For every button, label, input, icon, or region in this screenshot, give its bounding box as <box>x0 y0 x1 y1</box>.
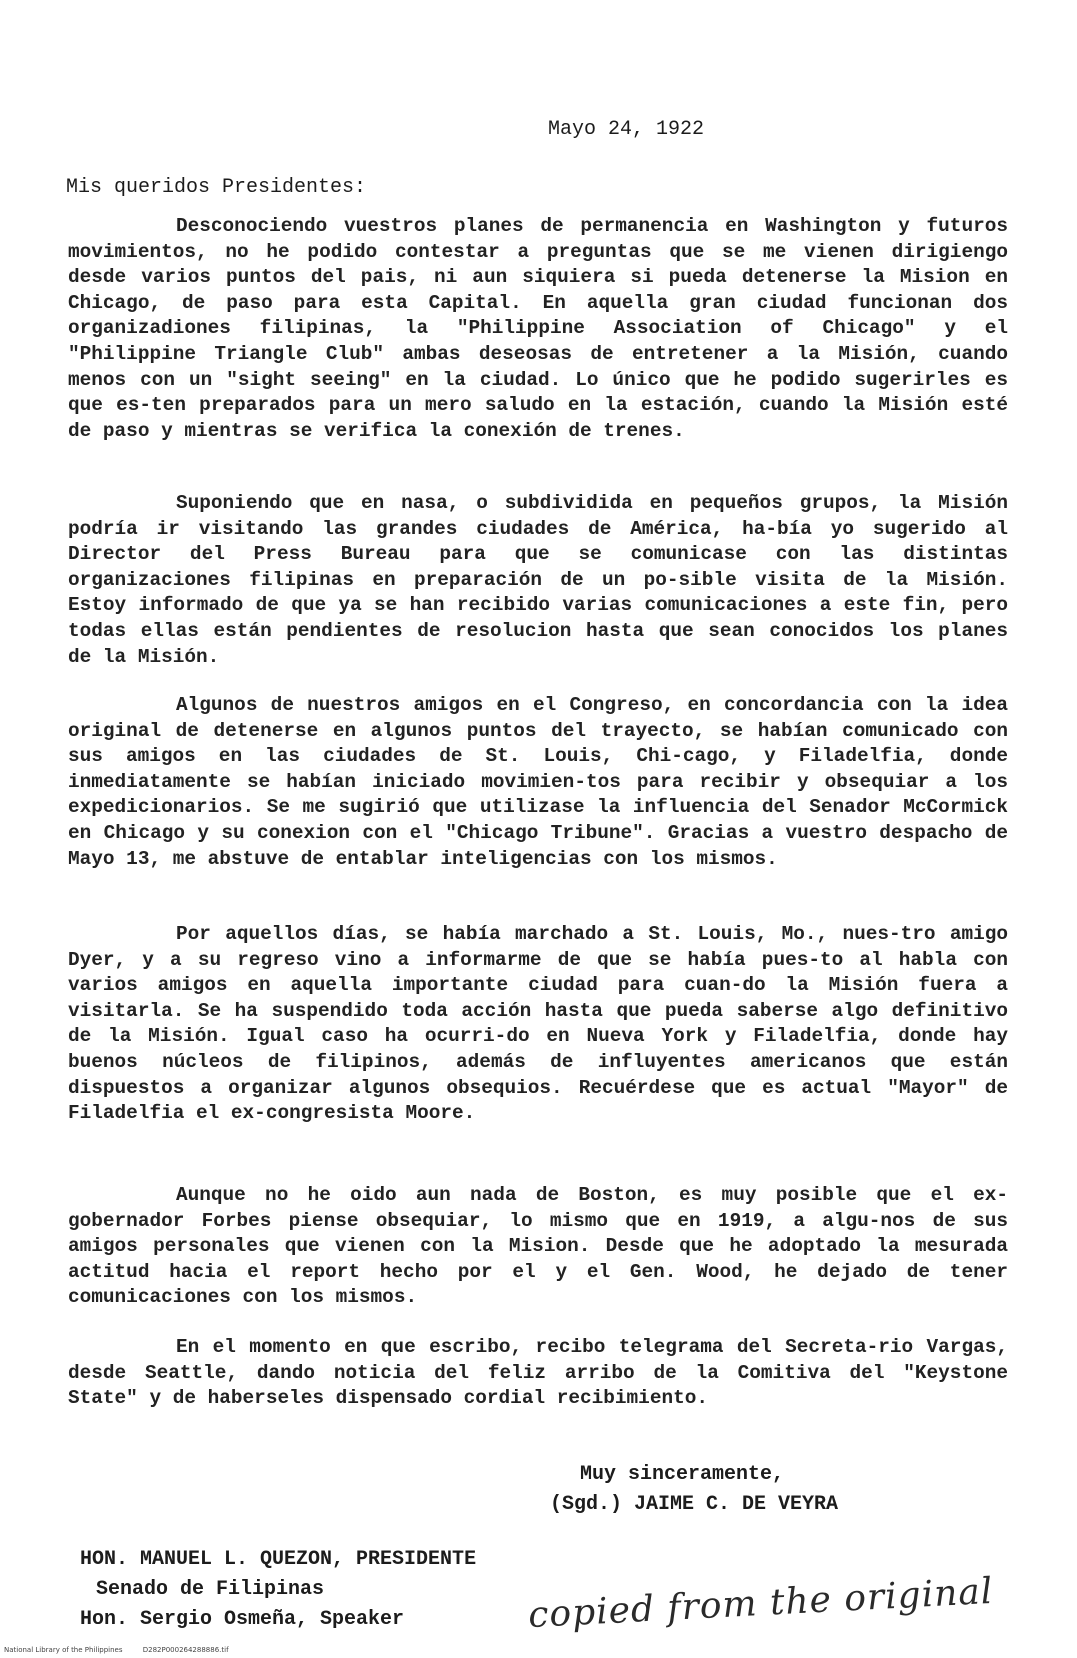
scan-footer <box>4 1646 247 1654</box>
paragraph-6: En el momento en que escribo, recibo telegrama del Secreta-rio Vargas, desde Seattle, dando noticia del feliz arribo de la Comitiva del "Keystone State" y de haberseles dispensado cordial recibimiento. <box>68 1336 1008 1410</box>
footer-library: National Library of the Philippines <box>4 1646 123 1654</box>
recipient-name: HON. MANUEL L. QUEZON, PRESIDENTE <box>80 1548 477 1571</box>
paragraph-4: Por aquellos días, se había marchado a St. Louis, Mo., nues-tro amigo Dyer, y a su regreso vino a informarme de que se había pues-to al habla con varios amigos en aquella importante ciudad para cuan-do la Misión fuera a visitarla. Se ha suspendido toda acción hasta que pueda saberse algo definitivo de la Misión. Igual caso ha ocurri-do en Nueva York y Filadelfia, donde hay buenos núcleos de filipinos, además de influyentes americanos que están dispuestos a organizar algunos obsequios. Recuérdese que es actual "Mayor" de Filadelfia el ex-congresista Moore. <box>68 923 1008 1125</box>
handwritten-note: copied from the original <box>527 1570 995 1637</box>
signature: (Sgd.) JAIME C. DE VEYRA <box>550 1493 839 1516</box>
paragraph-3: Algunos de nuestros amigos en el Congreso, en concordancia con la idea original de detenerse en algunos puntos del trayecto, se habían comunicado con sus amigos en las ciudades de St. Louis, Chi-cago, y Filadelfia, donde inmediatamente se habían iniciado movimien-tos para recibir y obsequiar a los expedicionarios. Se me sugirió que utilizase la influencia del Senador McCormick en Chicago y su conexion con el "Chicago Tribune". Gracias a vuestro despacho de Mayo 13, me abstuve de entablar inteligencias con los mismos. <box>68 694 1008 870</box>
recipient-speaker: Hon. Sergio Osmeña, Speaker <box>80 1608 405 1631</box>
paragraph-1: Desconociendo vuestros planes de permanencia en Washington y futuros movimientos, no he podido contestar a preguntas que se me vienen dirigiengo desde varios puntos del pais, ni aun siquiera si pueda detenerse la Mision en Chicago, de paso para esta Capital. En aquella gran ciudad funcionan dos organizadiones filipinas, la "Philippine Association of Chicago" y el "Philippine Triangle Club" ambas deseosas de entretener a la Misión, cuando menos con un "sight seeing" en la ciudad. Lo único que he podido sugerirles es que es-ten preparados para un mero saludo en la estación, cuando la Misión esté de paso y mientras se verifica la conexión de trenes. <box>68 215 1008 442</box>
salutation: Mis queridos Presidentes: <box>66 176 367 199</box>
closing: Muy sinceramente, <box>580 1463 785 1486</box>
paragraph-2: Suponiendo que en nasa, o subdividida en pequeños grupos, la Misión podría ir visitando las grandes ciudades de América, ha-bía yo sugerido al Director del Press Bureau para que se comunicase con las distintas organizaciones filipinas en preparación de un po-sible visita de la Misión. Estoy informado de que ya se han recibido varias comunicaciones a este fin, pero todas ellas están pendientes de resolucion hasta que sean conocidos los planes de la Misión. <box>68 492 1008 668</box>
paragraph-5: Aunque no he oido aun nada de Boston, es muy posible que el ex-gobernador Forbes piense obsequiar, lo mismo que en 1919, a algu-nos de sus amigos personales que vienen con la Mision. Desde que he adoptado la mesurada actitud hacia el report hecho por el y el Gen. Wood, he dejado de tener comunicaciones con los mismos. <box>68 1184 1008 1309</box>
letter-date: Mayo 24, 1922 <box>548 118 705 141</box>
footer-file: D282P000264288886.tif <box>142 1646 229 1654</box>
recipient-institution: Senado de Filipinas <box>96 1578 325 1601</box>
recipients-block <box>80 1545 476 1635</box>
